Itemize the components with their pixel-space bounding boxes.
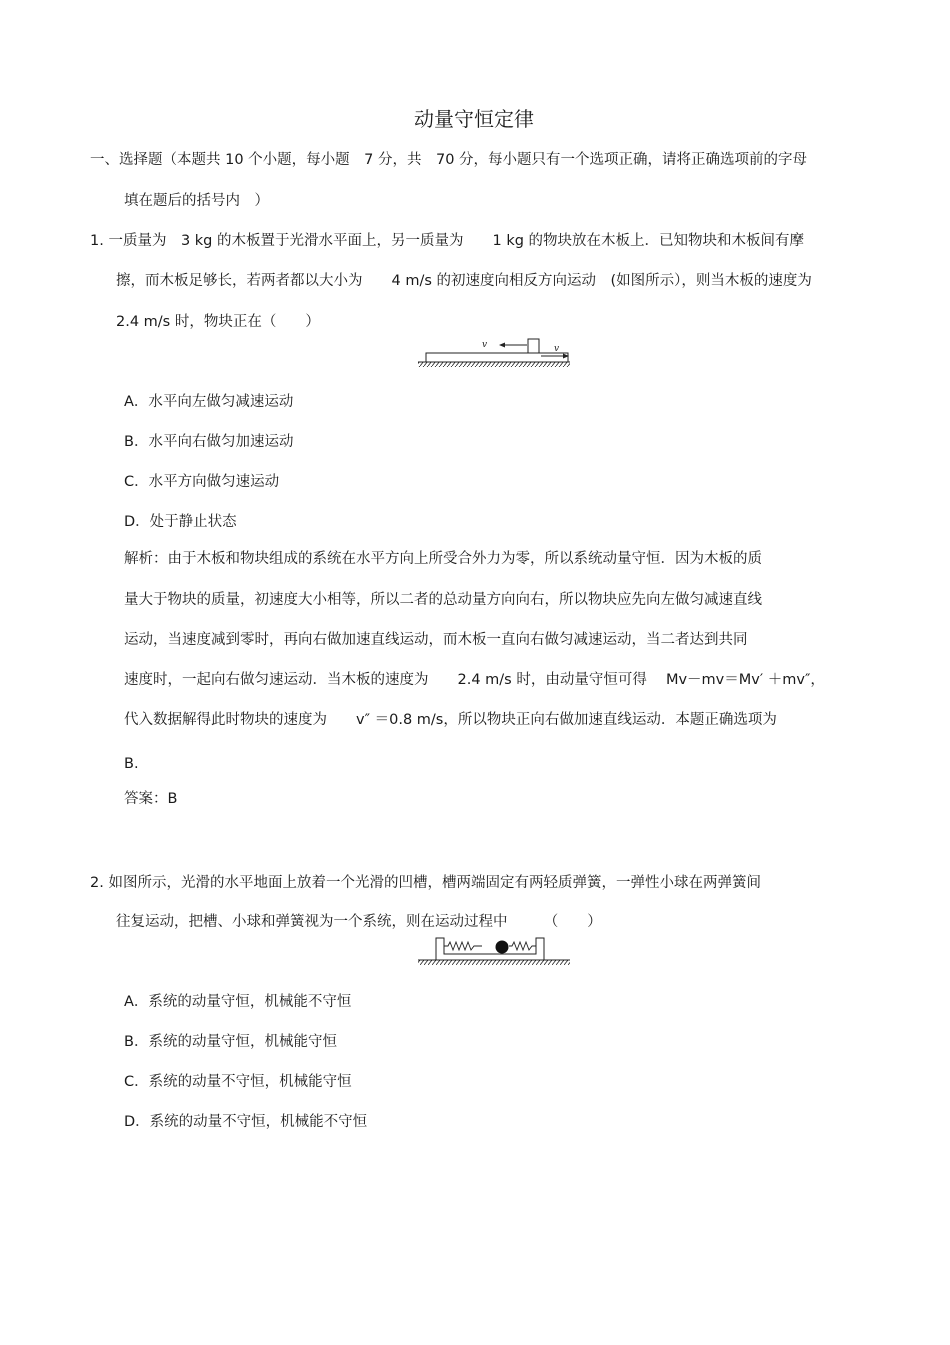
q2-option-a: A．系统的动量守恒，机械能不守恒 [124,994,352,1010]
ground-hatch [418,960,570,965]
q1-stem-line: 1. 一质量为 3 kg 的木板置于光滑水平面上，另一质量为 1 kg 的物块放在木板上．已知物块和木板间有摩 [90,233,805,249]
q1-analysis-line: 解析：由于木板和物块组成的系统在水平方向上所受合外力为零，所以系统动量守恒．因为木板的质 [124,551,762,567]
q1-board-block-figure [416,336,572,370]
page-title: 动量守恒定律 [414,107,534,131]
q2-option-b: B．系统的动量守恒，机械能守恒 [124,1034,337,1050]
board-velocity-label: v [554,344,560,354]
q2-option-d: D．系统的动量不守恒，机械能不守恒 [124,1114,368,1130]
left-arrow-head [499,343,505,348]
q1-answer: 答案：B [124,791,178,807]
q2-groove-spring-figure [416,935,572,969]
ground-hatch [418,362,570,367]
q1-option-b: B．水平向右做匀加速运动 [124,434,294,450]
block-velocity-label: v [482,340,488,350]
right-spring [509,942,536,950]
q1-stem-line: 擦，而木板足够长，若两者都以大小为 4 m/s 的初速度向相反方向运动 (如图所示），则当木板的速度为 [116,273,812,289]
q1-option-c: C．水平方向做匀速运动 [124,474,280,490]
left-spring [444,942,482,950]
q1-stem-line: 2.4 m/s 时，物块正在（ ） [116,314,320,330]
wooden-board [426,353,568,362]
q1-analysis-line: 速度时，一起向右做匀速运动．当木板的速度为 2.4 m/s 时，由动量守恒可得 Mv－mv＝Mv′ ＋mv″， [124,672,825,688]
q1-option-a: A．水平向左做匀减速运动 [124,394,294,410]
q2-stem-line: 往复运动，把槽、小球和弹簧视为一个系统，则在运动过程中 （ ） [116,914,602,930]
small-block [528,339,539,353]
q2-stem-line: 2. 如图所示，光滑的水平地面上放着一个光滑的凹槽，槽两端固定有两轻质弹簧，一弹性小球在两弹簧间 [90,875,761,891]
section-heading-cont: 填在题后的括号内 ） [124,193,269,209]
q2-option-c: C．系统的动量不守恒，机械能守恒 [124,1074,352,1090]
q1-analysis-line: 量大于物块的质量，初速度大小相等，所以二者的总动量方向向右，所以物块应先向左做匀减速直线 [124,592,762,608]
q1-analysis-line: B. [124,756,139,772]
elastic-ball [496,941,509,954]
q1-analysis-line: 运动，当速度减到零时，再向右做加速直线运动，而木板一直向右做匀减速运动，当二者达到共同 [124,632,748,648]
section-heading: 一、选择题（本题共 10 个小题，每小题 7 分，共 70 分，每小题只有一个选项正确，请将正确选项前的字母 [90,152,808,168]
q1-analysis-line: 代入数据解得此时物块的速度为 v″ ＝0.8 m/s，所以物块正向右做加速直线运动．本题正确选项为 [124,712,777,728]
q1-option-d: D．处于静止状态 [124,514,237,530]
